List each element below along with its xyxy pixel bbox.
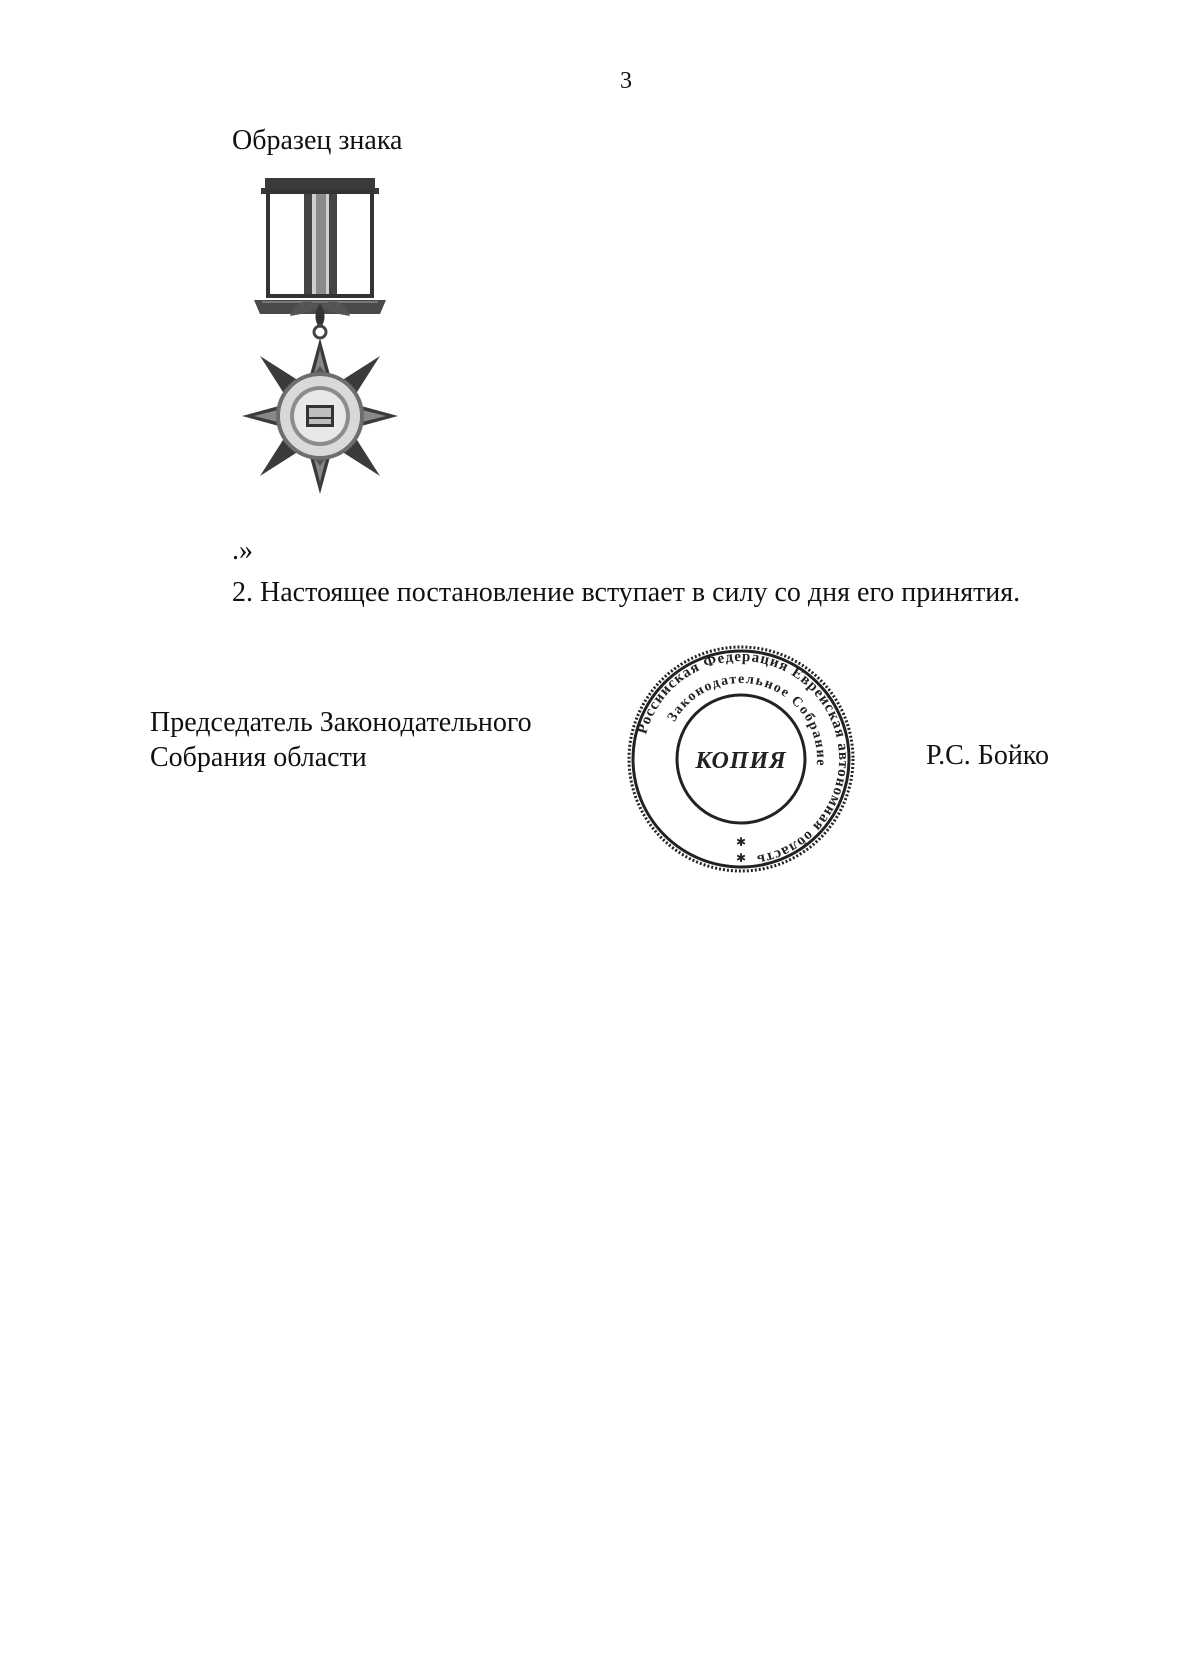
official-seal-icon [626,644,856,874]
clause-2: 2. Настоящее постановление вступает в силу со дня его принятия. [232,577,1021,608]
closing-quote: .» [232,535,253,566]
signer-title-line1: Председатель Законодательного [150,707,532,738]
signer-title [150,705,532,775]
signer-title-line2: Собрания области [150,742,367,773]
svg-text:✱: ✱ [735,851,747,865]
svg-text:✱: ✱ [735,835,747,849]
seal-outer-text: Российская Федерация Еврейская автономная область [634,648,852,868]
seal-center-text: КОПИЯ [695,748,787,774]
medal-badge-icon [232,178,408,496]
page-number: 3 [620,68,632,94]
signer-name: Р.С. Бойко [926,740,1049,771]
seal-inner-text: Законодательное Собрание [664,671,829,768]
sample-caption: Образец знака [232,125,403,156]
